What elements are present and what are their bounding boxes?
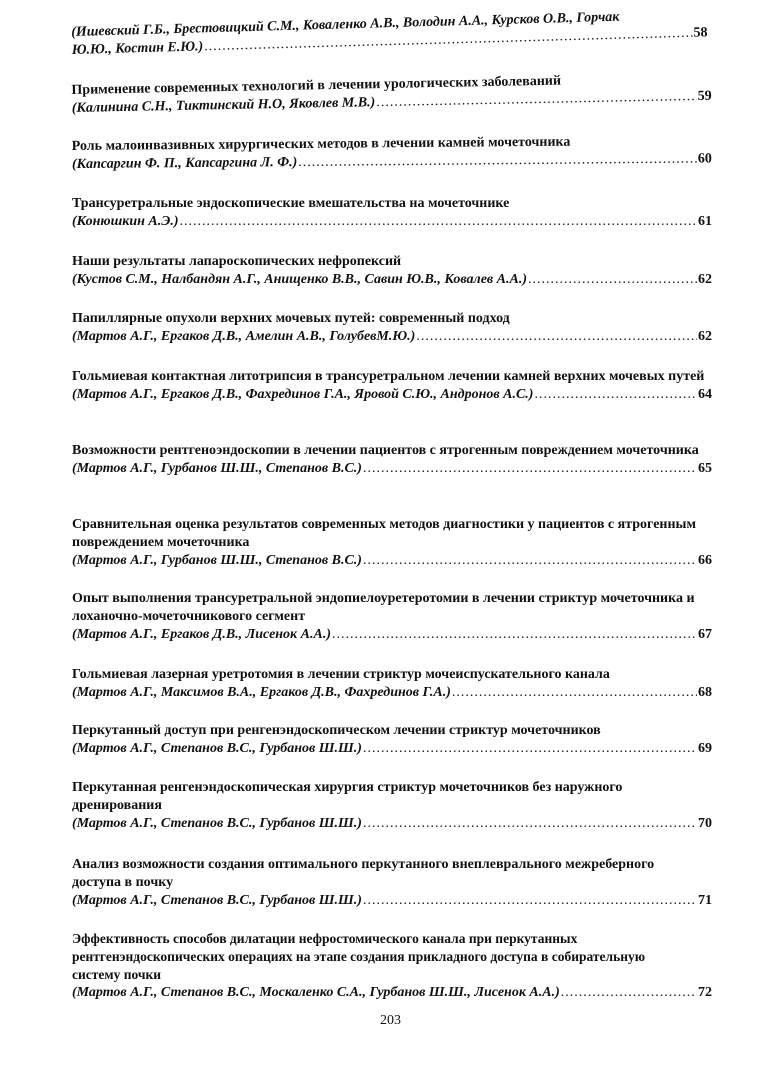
entry-authors: (Мартов А.Г., Степанов В.С., Гурбанов Ш.Ш.)	[72, 816, 362, 831]
entry-title: Перкутанный доступ при ренгенэндоскопическом лечении стриктур мочеточников	[72, 723, 601, 738]
entry-authors: (Мартов А.Г., Гурбанов Ш.Ш., Степанов В.С.)	[72, 553, 362, 568]
entry-authors-line	[72, 552, 712, 570]
toc-entry	[72, 590, 712, 644]
entry-title: Применение современных технологий в лечении урологических заболеваний	[71, 73, 562, 99]
toc-entry	[72, 368, 712, 404]
entry-page-number: 69	[698, 741, 712, 756]
entry-page-number: 60	[697, 151, 712, 167]
dot-leader	[363, 740, 697, 758]
entry-authors: Ю.Ю., Костин Е.Ю.)	[71, 39, 204, 59]
entry-page-number: 65	[698, 461, 712, 476]
entry-title: Сравнительная оценка результатов современных методов диагностики у пациентов с ятрогенным повреждением мочеточника	[72, 517, 697, 550]
entry-authors: (Мартов А.Г., Степанов В.С., Гурбанов Ш.Ш.)	[72, 893, 362, 908]
entry-authors: (Конюшкин А.Э.)	[72, 214, 179, 229]
entry-authors-line	[72, 213, 712, 231]
entry-title: Папиллярные опухоли верхних мочевых путей: современный подход	[72, 311, 510, 326]
dot-leader	[363, 460, 697, 478]
entry-title: Гольмиевая контактная литотрипсия в трансуретральном лечении камней верхних мочевых путей	[72, 369, 705, 384]
dot-leader	[332, 626, 697, 644]
entry-title: Перкутанная ренгенэндоскопическая хирургия стриктур мочеточников без наружного дренирования	[72, 780, 623, 813]
entry-authors-line	[72, 892, 712, 910]
toc-entry	[72, 442, 712, 478]
entry-authors-line-1: (Ишевский Г.Б., Брестовицкий С.М., Коваленко А.В., Володин А.А., Курсков О.В., Горчак	[71, 9, 620, 41]
entry-page-number: 71	[698, 893, 712, 908]
entry-authors: (Капсаргин Ф. П., Капсаргина Л. Ф.)	[71, 155, 298, 173]
toc-entry	[72, 856, 712, 910]
toc-entry	[71, 6, 708, 60]
toc-entry	[71, 70, 712, 118]
entry-page-number: 59	[697, 88, 712, 104]
entry-title: Анализ возможности создания оптимального перкутанного внеплеврального межреберного доступа в почку	[72, 857, 655, 890]
entry-authors-line	[72, 328, 712, 346]
entry-page-number: 66	[698, 553, 712, 568]
dot-leader	[363, 892, 697, 910]
dot-leader	[452, 684, 697, 702]
dot-leader	[298, 151, 697, 172]
toc-entry	[72, 666, 712, 702]
entry-authors: (Мартов А.Г., Степанов В.С., Москаленко С.А., Гурбанов Ш.Ш., Лисенок А.А.)	[72, 985, 560, 1000]
entry-page-number: 62	[698, 272, 712, 287]
entry-authors: (Мартов А.Г., Гурбанов Ш.Ш., Степанов В.С.)	[72, 461, 362, 476]
entry-authors-line	[72, 460, 712, 478]
entry-authors-line	[72, 386, 712, 404]
entry-title: Трансуретральные эндоскопические вмешательства на мочеточнике	[72, 196, 510, 211]
entry-authors: (Калинина С.Н., Тиктинский Н.О, Яковлев М.В.)	[71, 95, 376, 117]
toc-entry	[72, 930, 712, 1002]
entry-authors: (Мартов А.Г., Ергаков Д.В., Фахрединов Г.А., Яровой С.Ю., Андронов А.С.)	[72, 387, 534, 402]
dot-leader	[363, 552, 697, 570]
entry-title: Наши результаты лапароскопических нефропексий	[72, 254, 402, 269]
page-number: 203	[380, 1013, 401, 1028]
entry-page-number: 58	[693, 25, 708, 41]
toc-entry	[72, 253, 712, 289]
toc-entry	[72, 516, 712, 570]
dot-leader	[363, 815, 697, 833]
dot-leader	[180, 213, 697, 231]
entry-authors-line	[72, 626, 712, 644]
entry-title: Эффективность способов дилатации нефростомического канала при перкутанных рентгенэндоскопических операциях на этапе создания прикладного доступа в собирательную систему почки	[72, 931, 646, 982]
entry-authors-line	[72, 740, 712, 758]
entry-authors-line	[72, 984, 712, 1002]
entry-page-number: 72	[698, 985, 712, 1000]
entry-authors-line	[72, 271, 712, 289]
entry-page-number: 62	[698, 329, 712, 344]
entry-authors: (Мартов А.Г., Степанов В.С., Гурбанов Ш.Ш.)	[72, 741, 362, 756]
dot-leader	[528, 271, 697, 289]
entry-authors-line	[72, 815, 712, 833]
dot-leader	[561, 984, 697, 1002]
toc-entry	[72, 722, 712, 758]
toc-entry	[72, 779, 712, 833]
dot-leader	[534, 386, 697, 404]
entry-title: Возможности рентгеноэндоскопии в лечении пациентов с ятрогенным повреждением мочеточника	[72, 443, 699, 458]
entry-title: Опыт выполнения трансуретральной эндопиелоуретеротомии в лечении стриктур мочеточника и лоханочно-мочеточникового сегмент	[72, 591, 695, 624]
entry-authors: (Мартов А.Г., Ергаков Д.В., Амелин А.В., ГолубевМ.Ю.)	[72, 329, 416, 344]
toc-entry	[72, 132, 712, 174]
entry-authors: (Мартов А.Г., Максимов В.А., Ергаков Д.В., Фахрединов Г.А.)	[72, 685, 451, 700]
entry-page-number: 68	[698, 685, 712, 700]
toc-entry	[72, 310, 712, 346]
entry-page-number: 67	[698, 627, 712, 642]
entry-authors-line	[72, 684, 712, 702]
entry-page-number: 64	[698, 387, 712, 402]
entry-title: Гольмиевая лазерная уретротомия в лечении стриктур мочеиспускательного канала	[72, 667, 610, 682]
entry-page-number: 70	[698, 816, 712, 831]
entry-authors: (Кустов С.М., Налбандян А.Г., Анищенко В.В., Савин Ю.В., Ковалев А.А.)	[72, 272, 527, 287]
dot-leader	[416, 328, 697, 346]
entry-title: Роль малоинвазивных хирургических методов в лечении камней мочеточника	[71, 134, 571, 155]
toc-entry	[72, 195, 712, 231]
entry-page-number: 61	[698, 214, 712, 229]
entry-authors: (Мартов А.Г., Ергаков Д.В., Лисенок А.А.)	[72, 627, 331, 642]
